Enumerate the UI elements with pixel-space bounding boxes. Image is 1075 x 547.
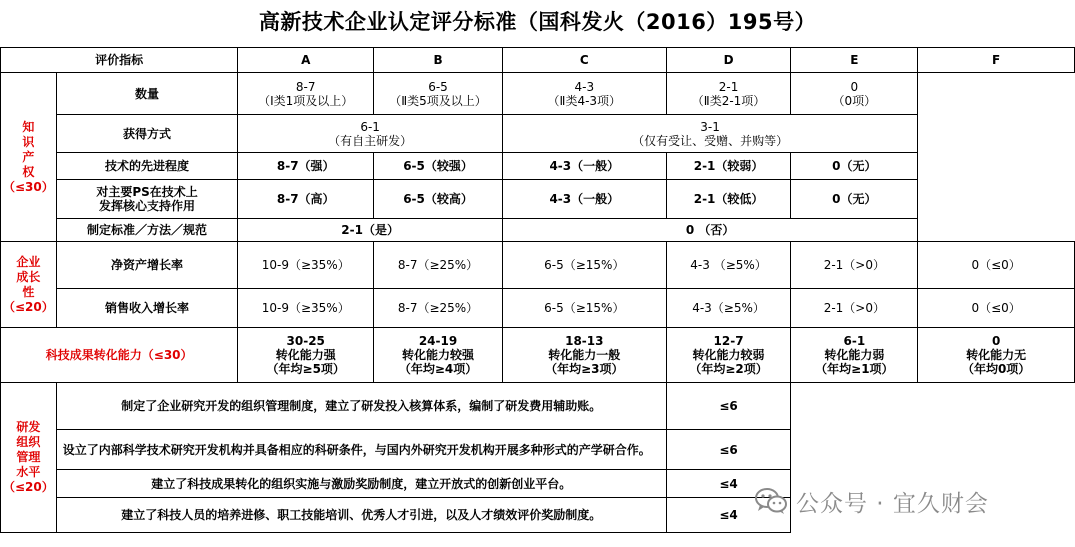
cell-quantity-c: 4-3 （Ⅱ类4-3项） — [502, 73, 666, 115]
row-label-support: 对主要PS在技术上 发挥核心支持作用 — [56, 180, 238, 219]
cell-support-e: 0（无） — [791, 180, 918, 219]
table-row — [1, 289, 1075, 328]
category-rd: 研发 组织 管理 水平 （≤20） — [1, 383, 57, 533]
cell-support-b: 6-5（较高） — [374, 180, 503, 219]
row-label-standards: 制定标准／方法／规范 — [56, 219, 238, 242]
rd-item-text: 建立了科技成果转化的组织实施与激励奖励制度，建立开放式的创新创业平台。 — [56, 470, 666, 498]
scoring-table — [0, 47, 1075, 533]
cell-net-assets-b: 8-7（≥25%） — [374, 242, 503, 289]
cell-support-d: 2-1（较低） — [666, 180, 791, 219]
cell-conversion-a: 30-25 转化能力强 （年均≥5项） — [238, 328, 374, 383]
cell-net-assets-f: 0（≤0） — [918, 242, 1075, 289]
header-row — [1, 48, 1075, 73]
cell-conversion-c: 18-13 转化能力一般 （年均≥3项） — [502, 328, 666, 383]
row-label-sales: 销售收入增长率 — [56, 289, 238, 328]
header-col-c: C — [502, 48, 666, 73]
cell-quantity-b: 6-5 （Ⅱ类5项及以上） — [374, 73, 503, 115]
rd-item-score: ≤6 — [666, 383, 791, 430]
category-conversion: 科技成果转化能力（≤30） — [1, 328, 238, 383]
cell-sales-b: 8-7（≥25%） — [374, 289, 503, 328]
row-label-quantity: 数量 — [56, 73, 238, 115]
cell-acquisition-cde: 3-1 （仅有受让、受赠、并购等） — [502, 115, 917, 153]
cell-support-a: 8-7（高） — [238, 180, 374, 219]
rd-item-text: 建立了科技人员的培养进修、职工技能培训、优秀人才引进，以及人才绩效评价奖励制度。 — [56, 498, 666, 533]
cell-sales-f: 0（≤0） — [918, 289, 1075, 328]
cell-quantity-e: 0 （0项） — [791, 73, 918, 115]
category-growth: 企业 成长 性 （≤20） — [1, 242, 57, 328]
table-row — [1, 219, 1075, 242]
header-col-d: D — [666, 48, 791, 73]
table-row — [1, 383, 1075, 430]
cell-standards-cde: 0 （否） — [502, 219, 917, 242]
cell-net-assets-a: 10-9（≥35%） — [238, 242, 374, 289]
table-row — [1, 328, 1075, 383]
rd-item-text: 设立了内部科学技术研究开发机构并具备相应的科研条件，与国内外研究开发机构开展多种形式的产学研合作。 — [56, 430, 666, 470]
table-row — [1, 73, 1075, 115]
table-row — [1, 242, 1075, 289]
row-label-advancement: 技术的先进程度 — [56, 153, 238, 180]
header-indicator: 评价指标 — [1, 48, 238, 73]
cell-net-assets-c: 6-5（≥15%） — [502, 242, 666, 289]
header-col-f: F — [918, 48, 1075, 73]
cell-conversion-e: 6-1 转化能力弱 （年均≥1项） — [791, 328, 918, 383]
watermark-text: 公众号 · 宜久财会 — [796, 490, 989, 517]
cell-conversion-b: 24-19 转化能力较强 （年均≥4项） — [374, 328, 503, 383]
wechat-icon — [754, 486, 788, 516]
cell-net-assets-d: 4-3 （≥5%） — [666, 242, 791, 289]
header-col-a: A — [238, 48, 374, 73]
cell-net-assets-e: 2-1（>0） — [791, 242, 918, 289]
rd-item-score: ≤4 — [666, 498, 791, 533]
table-row — [1, 153, 1075, 180]
row-label-net-assets: 净资产增长率 — [56, 242, 238, 289]
rd-item-score: ≤4 — [666, 470, 791, 498]
cell-sales-e: 2-1（>0） — [791, 289, 918, 328]
table-row — [1, 115, 1075, 153]
watermark — [754, 484, 989, 518]
cell-advancement-d: 2-1（较弱） — [666, 153, 791, 180]
category-ip: 知 识 产 权 （≤30） — [1, 73, 57, 242]
rd-item-score: ≤6 — [666, 430, 791, 470]
cell-advancement-a: 8-7（强） — [238, 153, 374, 180]
cell-quantity-d: 2-1 （Ⅱ类2-1项） — [666, 73, 791, 115]
header-col-e: E — [791, 48, 918, 73]
cell-quantity-a: 8-7 （Ⅰ类1项及以上） — [238, 73, 374, 115]
rd-item-text: 制定了企业研究开发的组织管理制度，建立了研发投入核算体系，编制了研发费用辅助账。 — [56, 383, 666, 430]
cell-conversion-f: 0 转化能力无 （年均0项） — [918, 328, 1075, 383]
cell-sales-d: 4-3（≥5%） — [666, 289, 791, 328]
cell-sales-c: 6-5（≥15%） — [502, 289, 666, 328]
cell-sales-a: 10-9（≥35%） — [238, 289, 374, 328]
table-row — [1, 180, 1075, 219]
cell-standards-ab: 2-1（是） — [238, 219, 503, 242]
row-label-acquisition: 获得方式 — [56, 115, 238, 153]
cell-ip-f-empty — [918, 73, 1075, 242]
cell-advancement-e: 0（无） — [791, 153, 918, 180]
cell-advancement-b: 6-5（较强） — [374, 153, 503, 180]
cell-acquisition-ab: 6-1 （有自主研发） — [238, 115, 503, 153]
cell-support-c: 4-3（一般） — [502, 180, 666, 219]
cell-advancement-c: 4-3（一般） — [502, 153, 666, 180]
header-col-b: B — [374, 48, 503, 73]
page-title: 高新技术企业认定评分标准（国科发火（2016）195号） — [258, 10, 817, 34]
cell-conversion-d: 12-7 转化能力较弱 （年均≥2项） — [666, 328, 791, 383]
